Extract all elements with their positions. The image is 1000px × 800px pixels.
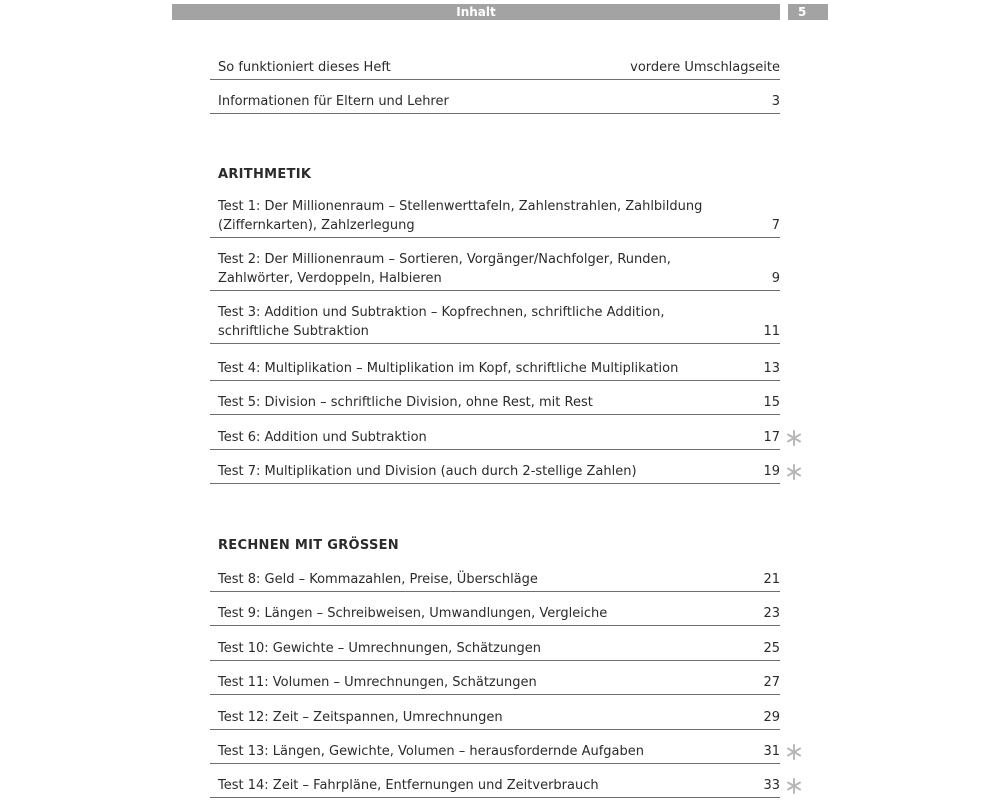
toc-entry-page: 27 [763, 675, 780, 690]
page-number-box [788, 4, 828, 20]
toc-entry-test-1[interactable] [210, 193, 780, 238]
toc-entry-test-14[interactable] [210, 773, 780, 798]
page-header [172, 4, 780, 20]
toc-entry-title: Test 12: Zeit – Zeitspannen, Umrechnungen [218, 710, 503, 725]
toc-entry-title: Test 10: Gewichte – Umrechnungen, Schätzungen [218, 641, 541, 656]
star-icon [785, 429, 803, 447]
toc-entry-page: 9 [771, 271, 780, 286]
toc-entry-title: Test 6: Addition und Subtraktion [218, 430, 427, 445]
toc-entry-title: Test 8: Geld – Kommazahlen, Preise, Überschläge [218, 572, 538, 587]
toc-entry-intro[interactable] [210, 55, 780, 80]
toc-entry-test-10[interactable] [210, 636, 780, 661]
toc-entry-page: 17 [763, 430, 780, 445]
toc-entry-page: 7 [771, 218, 780, 233]
toc-entry-test-9[interactable] [210, 601, 780, 626]
toc-entry-page: 3 [771, 94, 780, 109]
toc-entry-title: Test 11: Volumen – Umrechnungen, Schätzungen [218, 675, 537, 690]
toc-entry-title: Informationen für Eltern und Lehrer [218, 94, 449, 109]
toc-entry-page: 13 [763, 361, 780, 376]
toc-entry-test-11[interactable] [210, 670, 780, 695]
toc-entry-title: Test 4: Multiplikation – Multiplikation im Kopf, schriftliche Multiplikation [218, 361, 679, 376]
toc-entry-page: 33 [763, 778, 780, 793]
toc-entry-title: So funktioniert dieses Heft [218, 60, 391, 75]
star-icon [785, 743, 803, 761]
toc-entry-title: Test 13: Längen, Gewichte, Volumen – herausfordernde Aufgaben [218, 744, 645, 759]
toc-entry-title: Test 1: Der Millionenraum – Stellenwerttafeln, Zahlenstrahlen, Zahlbildung (Ziffernkarten), Zahlzerlegung [218, 199, 703, 233]
toc-entry-page: 21 [763, 572, 780, 587]
toc-entry-title: Test 14: Zeit – Fahrpläne, Entfernungen und Zeitverbrauch [218, 778, 599, 793]
toc-entry-test-6[interactable] [210, 425, 780, 450]
section-heading-arithmetik: ARITHMETIK [218, 167, 312, 182]
toc-entry-test-8[interactable] [210, 567, 780, 592]
toc-entry-page: 23 [763, 606, 780, 621]
page-title: Inhalt [456, 5, 496, 19]
toc-entry-title: Test 2: Der Millionenraum – Sortieren, Vorgänger/Nachfolger, Runden, Zahlwörter, Verdoppeln, Halbieren [218, 252, 671, 286]
toc-entry-page: 19 [763, 464, 780, 479]
toc-entry-test-2[interactable] [210, 246, 780, 291]
toc-entry-page: vordere Umschlagseite [630, 60, 780, 75]
toc-entry-page: 29 [763, 710, 780, 725]
toc-entry-page: 31 [763, 744, 780, 759]
toc-entry-test-12[interactable] [210, 705, 780, 730]
star-icon [785, 463, 803, 481]
toc-entry-intro[interactable] [210, 89, 780, 114]
page-number: 5 [798, 5, 807, 19]
toc-entry-page: 25 [763, 641, 780, 656]
toc-entry-page: 11 [763, 324, 780, 339]
toc-entry-test-7[interactable] [210, 459, 780, 484]
toc-entry-test-5[interactable] [210, 390, 780, 415]
toc-entry-title: Test 3: Addition und Subtraktion – Kopfrechnen, schriftliche Addition, schriftliche Subtraktion [218, 305, 665, 339]
toc-entry-title: Test 5: Division – schriftliche Division, ohne Rest, mit Rest [218, 395, 593, 410]
toc-entry-test-3[interactable] [210, 299, 780, 344]
toc-entry-page: 15 [763, 395, 780, 410]
toc-entry-title: Test 7: Multiplikation und Division (auch durch 2-stellige Zahlen) [218, 464, 637, 479]
toc-entry-test-4[interactable] [210, 356, 780, 381]
section-heading-groessen: RECHNEN MIT GRÖSSEN [218, 538, 399, 553]
star-icon [785, 777, 803, 795]
toc-entry-title: Test 9: Längen – Schreibweisen, Umwandlungen, Vergleiche [218, 606, 608, 621]
toc-entry-test-13[interactable] [210, 739, 780, 764]
